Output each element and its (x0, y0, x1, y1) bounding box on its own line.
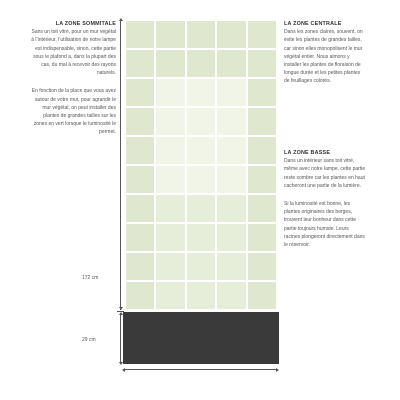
wall-cell-center (155, 136, 185, 165)
wall-cell-outer (125, 107, 155, 136)
zone-low-text-2: Si la luminosité est bonne, les plantes originaires des berges, trouvent leur bonheur dans cette partie toujours humide. Leurs racines plongeront directement dans le réservoir. (284, 201, 365, 249)
planter-reservoir (123, 312, 279, 364)
wall-cell-center (216, 78, 246, 107)
zone-low-text-1: Dans un intérieur sans toit vitré, même avec notre lampe, cette partie reste sombre car les plantes en haut cacheront une partie de la lumière. (284, 158, 366, 189)
right-column-center (284, 20, 366, 96)
wall-cell-center (186, 136, 216, 165)
wall-cell-low (216, 194, 246, 223)
wall-cell-top (216, 49, 246, 78)
wall-cell-low (186, 223, 216, 252)
wall-cell-low (216, 223, 246, 252)
planter-height-line (120, 313, 121, 364)
wall-cell-outer (247, 136, 277, 165)
wall-cell-outer (125, 252, 155, 281)
wall-cell-center (216, 107, 246, 136)
wall-cell-outer (125, 20, 155, 49)
wall-cell-center (216, 165, 246, 194)
planter-height-arrow-bottom (119, 362, 123, 365)
wall-cell-outer (125, 165, 155, 194)
wall-height-line (120, 20, 121, 310)
wall-cell-outer (247, 223, 277, 252)
wall-cell-top (186, 49, 216, 78)
wall-cell-center (186, 78, 216, 107)
right-column-low (284, 149, 366, 259)
wall-cell-center (155, 107, 185, 136)
wall-cell-low (186, 252, 216, 281)
wall-cell-outer (125, 78, 155, 107)
wall-cell-center (155, 165, 185, 194)
wall-cell-outer (247, 252, 277, 281)
wall-height-arrow-top (119, 18, 123, 21)
zone-top-text: Sans un toit vitré, pour un mur végétal à l’intérieur, l’utilisation de notre lampe est indispensable, sinon, cette partie sous le plafond a, dans la plupart des cas, du mal à recevoir des rayons naturels. (31, 29, 116, 77)
wall-cell-outer (247, 78, 277, 107)
green-wall-grid (125, 20, 277, 310)
wall-cell-outer (247, 194, 277, 223)
zone-top-title: LA ZONE SOMMITALE (55, 21, 116, 27)
wall-cell-top (186, 20, 216, 49)
width-arrow-left (122, 368, 125, 372)
wall-cell-low (155, 252, 185, 281)
side-zone-text: En fonction de la place que vous avez autour de votre mur, pour agrandir le mur végétal, on peut installer des plantes de grandes tailles sur les zones en vert lorsque le luminosité le permet. (31, 88, 116, 136)
wall-cell-outer (247, 107, 277, 136)
wall-cell-outer (247, 165, 277, 194)
wall-cell-low (155, 223, 185, 252)
wall-height-label: 172 cm (82, 275, 99, 281)
wall-cell-outer (125, 136, 155, 165)
wall-cell-low (155, 281, 185, 310)
planter-height-arrow-top (119, 312, 123, 315)
zone-center-title: LA ZONE CENTRALE (284, 21, 342, 27)
planter-height-label: 29 cm (82, 337, 96, 343)
wall-cell-center (155, 78, 185, 107)
wall-cell-low (186, 281, 216, 310)
wall-cell-outer (247, 20, 277, 49)
width-arrow-right (276, 368, 279, 372)
wall-cell-low (216, 252, 246, 281)
wall-cell-outer (125, 49, 155, 78)
zone-low-title: LA ZONE BASSE (284, 150, 331, 156)
wall-cell-top (216, 20, 246, 49)
width-line (124, 369, 277, 370)
wall-cell-outer (247, 281, 277, 310)
wall-cell-low (186, 194, 216, 223)
wall-cell-top (155, 49, 185, 78)
wall-height-arrow-bottom (119, 307, 123, 310)
wall-cell-low (155, 194, 185, 223)
wall-cell-outer (125, 194, 155, 223)
wall-cell-center (216, 136, 246, 165)
wall-cell-low (216, 281, 246, 310)
zone-center-text: Dans les zones claires, souvent, on évite les plantes de grandes tailles, car sinon elles monopolisent le mur végétal entier. Nous aimons y installer les plantes de floraison de longue durée et les petites plantes de feuillages colorés. (284, 29, 363, 85)
wall-cell-outer (247, 49, 277, 78)
wall-cell-outer (125, 281, 155, 310)
wall-cell-top (155, 20, 185, 49)
wall-cell-center (186, 165, 216, 194)
wall-cell-outer (125, 223, 155, 252)
left-column (30, 20, 116, 147)
wall-cell-center (186, 107, 216, 136)
